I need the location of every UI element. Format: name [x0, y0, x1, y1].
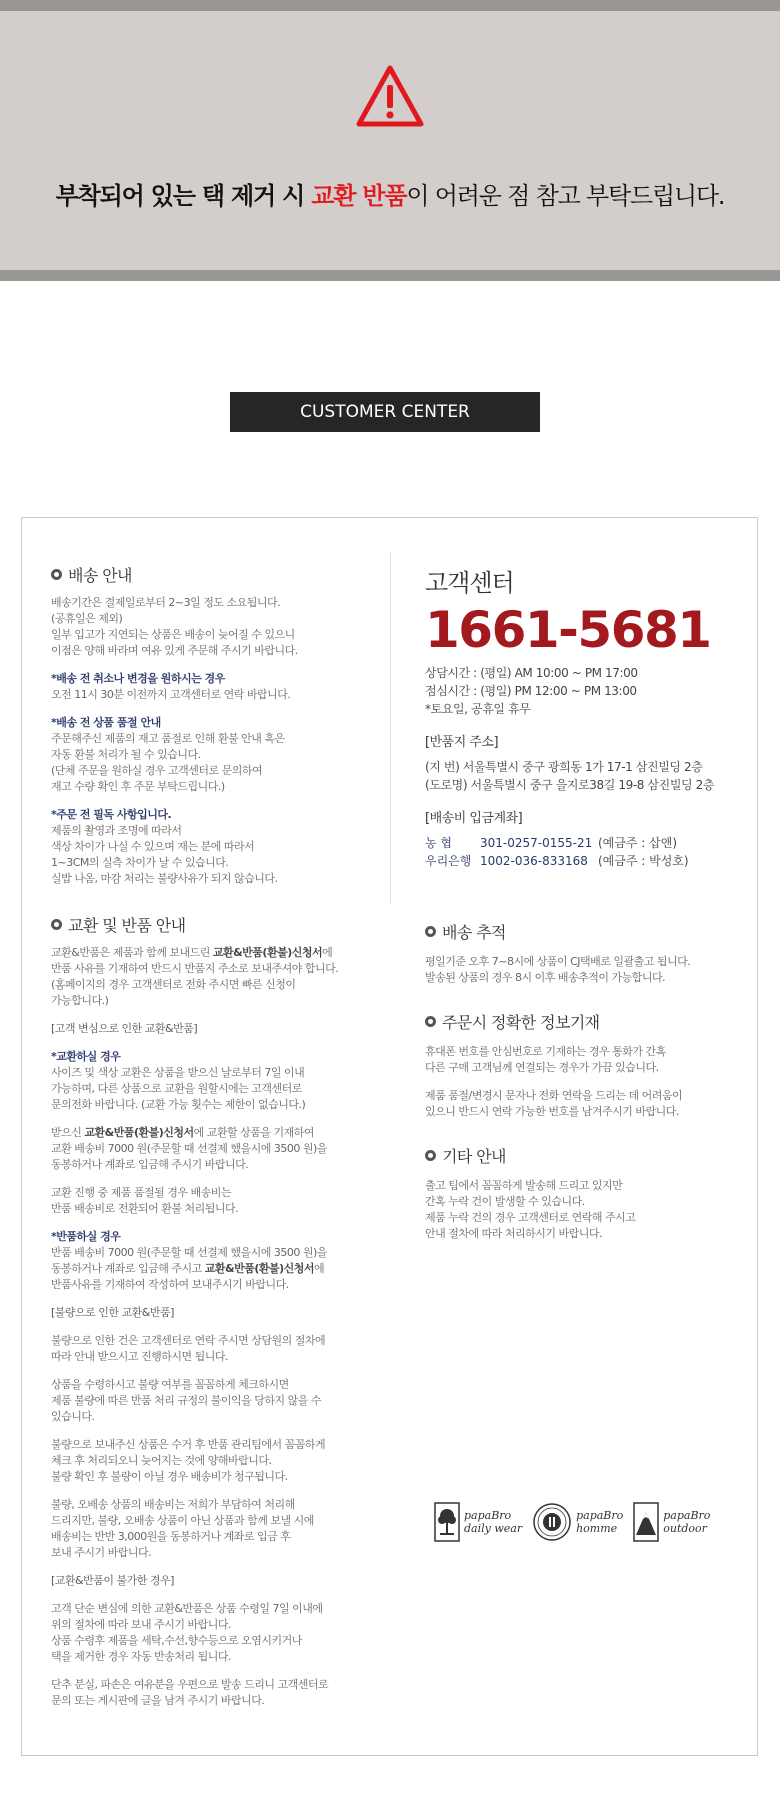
bullet-icon [425, 1150, 436, 1161]
exchange-text: 불량 확인 후 불량이 아닐 경우 배송비가 청구됩니다. [51, 1470, 288, 1483]
exchange-text: 위의 절차에 따라 보내 주시기 바랍니다. [51, 1618, 231, 1631]
shipping-text: 오전 11시 30분 이전까지 고객센터로 연락 바랍니다. [51, 688, 291, 701]
accurate-info-text: 휴대폰 번호를 안심번호로 기재하는 경우 통화가 간혹 [425, 1045, 666, 1058]
shipping-subheading: *주문 전 필독 사항입니다. [51, 808, 172, 821]
exchange-text: 드리지만, 불량, 오배송 상품이 아닌 상품과 함께 보낼 시에 [51, 1514, 314, 1527]
pb-seal-logo-icon [532, 1502, 572, 1542]
shipping-text: 이점은 양해 바라며 여유 있게 주문해 주시기 바랍니다. [51, 644, 298, 657]
exchange-text: 문의전화 바랍니다. (교환 가능 횟수는 제한이 없습니다.) [51, 1098, 306, 1111]
shipping-text: 재고 수량 확인 후 주문 부탁드립니다.) [51, 780, 225, 793]
cs-hours: 상담시간 : (평일) AM 10:00 ~ PM 17:00 [425, 666, 638, 680]
left-column [51, 563, 361, 1709]
shipping-text: 제품의 촬영과 조명에 따라서 [51, 824, 182, 837]
brand-logo-daily-wear: papaBro daily wear [434, 1502, 522, 1542]
brand-logo-outdoor: papaBro outdoor [633, 1502, 710, 1542]
exchange-text: 불량으로 인한 건은 고객센터로 연락 주시면 상담원의 절차에 [51, 1334, 326, 1347]
notice-banner [0, 11, 780, 281]
top-bar [0, 0, 780, 11]
exchange-text: 불량으로 보내주신 상품은 수거 후 반품 관리팀에서 꼼꼼하게 [51, 1438, 326, 1451]
shipping-text: 1~3CM의 실측 차이가 날 수 있습니다. [51, 856, 229, 869]
exchange-text: 교환 배송비 7000 원(주문할 때 선결제 했을시에 3500 원)을 [51, 1142, 327, 1155]
notice-text-plain: 이 어려운 점 참고 부탁드립니다. [406, 182, 725, 210]
column-divider [390, 552, 391, 904]
accurate-info-title: 주문시 정확한 정보기재 [425, 1010, 725, 1032]
exchange-text: 보내 주시기 바랍니다. [51, 1546, 152, 1559]
exchange-text: 문의 또는 게시판에 글을 남겨 주시기 바랍니다. [51, 1694, 265, 1707]
tracking-text: 평일기준 오후 7~8시에 상품이 CJ택배로 일괄출고 됩니다. [425, 955, 691, 968]
shipping-title: 배송 안내 [51, 563, 361, 585]
bullet-icon [425, 926, 436, 937]
tracking-title: 배송 추적 [425, 920, 725, 942]
bank-row: 농 협 301-0257-0155-21 (예금주 : 삽앤) [425, 836, 677, 850]
shipping-subheading: *배송 전 취소나 변경을 원하시는 경우 [51, 672, 225, 685]
notice-text-bold: 부착되어 있는 택 제거 시 [55, 182, 312, 210]
bank-heading: [배송비 입금계좌] [425, 811, 523, 826]
exchange-subheading: *교환하실 경우 [51, 1050, 121, 1063]
exchange-text: 배송비는 반반 3,000원을 동봉하거나 계좌로 입금 후 [51, 1530, 291, 1543]
tree-logo-icon [434, 1502, 460, 1542]
shipping-text: (단체 주문을 원하실 경우 고객센터로 문의하여 [51, 764, 263, 777]
shipping-text: 주문해주신 제품의 재고 품절로 인해 환불 안내 혹은 [51, 732, 285, 745]
cs-title: 고객센터 [425, 569, 514, 597]
tracking-text: 발송된 상품의 경우 8시 이후 배송추적이 가능합니다. [425, 971, 666, 984]
exchange-text: 반품 배송비 7000 원(주문할 때 선결제 했을시에 3500 원)을 [51, 1246, 327, 1259]
other-info-title: 기타 안내 [425, 1144, 725, 1166]
exchange-text: 교환 진행 중 제품 품절될 경우 배송비는 [51, 1186, 231, 1199]
exchange-text: 체크 후 처리되오니 늦어지는 것에 양해바랍니다. [51, 1454, 272, 1467]
exchange-text: 교환&반품은 제품과 함께 보내드린 교환&반품(환불)신청서에 [51, 946, 333, 959]
notice-text [0, 176, 780, 211]
return-address-heading: [반품지 주소] [425, 735, 499, 750]
bullet-icon [51, 919, 62, 930]
other-info-text: 안내 절차에 따라 처리하시기 바랍니다. [425, 1227, 602, 1240]
brand-logo-homme: papaBro homme [532, 1502, 623, 1542]
exchange-text: 제품 불량에 따른 반품 처리 규정의 불이익을 당하지 않을 수 [51, 1394, 321, 1407]
mountain-logo-icon [633, 1502, 659, 1542]
customer-center-badge: CUSTOMER CENTER [230, 392, 540, 432]
exchange-text: 반품 사유를 기재하여 반드시 반품지 주소로 보내주셔야 합니다. [51, 962, 339, 975]
shipping-text: 일부 입고가 지연되는 상품은 배송이 늦어질 수 있으니 [51, 628, 295, 641]
notice-text-highlight: 교환 반품 [311, 182, 407, 210]
exchange-text: 단추 분실, 파손은 여유분을 우편으로 발송 드리니 고객센터로 [51, 1678, 329, 1691]
shipping-text: 색상 차이가 나실 수 있으며 재는 분에 따라서 [51, 840, 255, 853]
right-column [425, 563, 725, 1242]
info-frame [21, 517, 758, 1756]
return-address: (지 번) 서울특별시 중구 광희동 1가 17-1 삼진빌딩 2층 [425, 760, 703, 774]
exchange-text: 동봉하거나 계좌로 입금해 주시고 교환&반품(환불)신청서에 [51, 1262, 325, 1275]
bullet-icon [425, 1016, 436, 1027]
exchange-text: 가능하며, 다른 상품으로 교환을 원할시에는 고객센터로 [51, 1082, 302, 1095]
accurate-info-text: 다른 구매 고객님께 연결되는 경우가 가끔 있습니다. [425, 1061, 659, 1074]
other-info-text: 제품 누락 건의 경우 고객센터로 연락해 주시고 [425, 1211, 636, 1224]
bank-row: 우리은행 1002-036-833168 (예금주 : 박성호) [425, 854, 689, 868]
cs-hours: *토요일, 공휴일 휴무 [425, 702, 531, 716]
exchange-subheading: *반품하실 경우 [51, 1230, 121, 1243]
shipping-text: 실밥 나옴, 마감 처리는 불량사유가 되지 않습니다. [51, 872, 278, 885]
return-address: (도로명) 서울특별시 중구 을지로38길 19-8 삼진빌딩 2층 [425, 778, 715, 792]
exchange-text: 고객 단순 변심에 의한 교환&반품은 상품 수령일 7일 이내에 [51, 1602, 323, 1615]
exchange-text: 동봉하거나 계좌로 입금해 주시기 바랍니다. [51, 1158, 249, 1171]
exchange-bracket-heading: [불량으로 인한 교환&반품] [51, 1306, 174, 1319]
exchange-text: 불량, 오배송 상품의 배송비는 저희가 부담하여 처리해 [51, 1498, 295, 1511]
exchange-bracket-heading: [교환&반품이 불가한 경우] [51, 1574, 174, 1587]
exchange-bracket-heading: [고객 변심으로 인한 교환&반품] [51, 1022, 198, 1035]
exchange-text: (홈페이지의 경우 고객센터로 전화 주시면 빠른 신청이 [51, 978, 296, 991]
exchange-text: 상품을 수령하시고 불량 여부를 꼼꼼하게 체크하시면 [51, 1378, 289, 1391]
exchange-text: 상품 수령후 제품을 세탁,수선,향수등으로 오염시키거나 [51, 1634, 302, 1647]
other-info-text: 출고 팀에서 꼼꼼하게 발송해 드리고 있지만 [425, 1179, 623, 1192]
warning-triangle-icon [355, 64, 425, 128]
shipping-text: (공휴일은 제외) [51, 612, 123, 625]
shipping-text: 자동 환불 처리가 될 수 있습니다. [51, 748, 201, 761]
cs-hours: 점심시간 : (평일) PM 12:00 ~ PM 13:00 [425, 684, 637, 698]
brand-logos [434, 1500, 734, 1544]
exchange-text: 반품 배송비로 전환되어 환불 처리됩니다. [51, 1202, 239, 1215]
exchange-title: 교환 및 반품 안내 [51, 913, 361, 935]
exchange-text: 있습니다. [51, 1410, 95, 1423]
cs-phone: 1661-5681 [425, 601, 711, 659]
accurate-info-text: 제품 품절/변경시 문자나 전화 연락을 드리는 데 어려움이 [425, 1089, 683, 1102]
exchange-text: 따라 안내 받으시고 진행하시면 됩니다. [51, 1350, 228, 1363]
exchange-text: 택을 제거한 경우 자동 반송처리 됩니다. [51, 1650, 231, 1663]
accurate-info-text: 있으니 반드시 연락 가능한 번호를 남겨주시기 바랍니다. [425, 1105, 679, 1118]
exchange-text: 가능합니다.) [51, 994, 109, 1007]
other-info-text: 간혹 누락 건이 발생할 수 있습니다. [425, 1195, 585, 1208]
bullet-icon [51, 569, 62, 580]
shipping-text: 배송기간은 결제일로부터 2~3일 정도 소요됩니다. [51, 596, 281, 609]
exchange-text: 사이즈 및 색상 교환은 상품을 받으신 날로부터 7일 이내 [51, 1066, 305, 1079]
shipping-subheading: *배송 전 상품 품절 안내 [51, 716, 161, 729]
exchange-text: 받으신 교환&반품(환불)신청서에 교환할 상품을 기재하여 [51, 1126, 315, 1139]
exchange-text: 반품사유를 기재하여 작성하여 보내주시기 바랍니다. [51, 1278, 289, 1291]
